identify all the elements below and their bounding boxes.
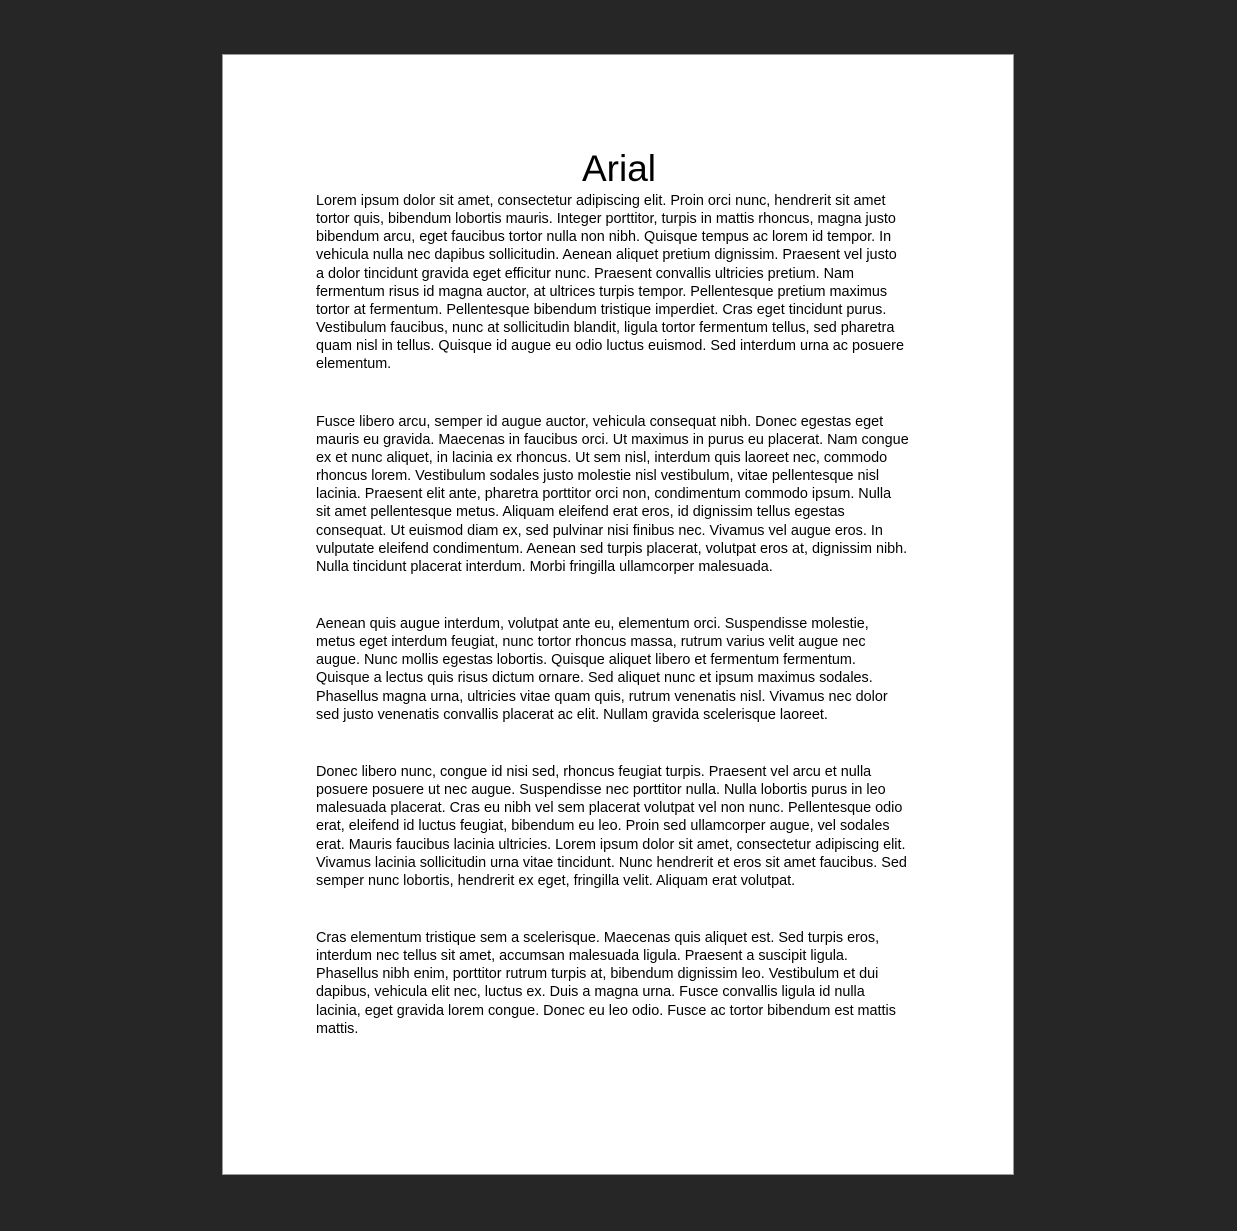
paragraph-4: Donec libero nunc, congue id nisi sed, rhoncus feugiat turpis. Praesent vel arcu et nulla posuere posuere ut nec augue. Suspendisse nec porttitor nulla. Nulla lobortis purus in leo malesuada placerat. Cras eu nibh vel sem placerat volutpat vel non nunc. Pellentesque odio erat, eleifend id luctus feugiat, bibendum eu leo. Proin sed ullamcorper augue, vel sodales erat. Mauris faucibus lacinia ultricies. Lorem ipsum dolor sit amet, consectetur adipiscing elit. Vivamus lacinia sollicitudin urna vitae tincidunt. Nunc hendrerit et eros sit amet faucibus. Sed semper nunc lobortis, hendrerit ex eget, fringilla velit. Aliquam erat volutpat.	[316, 763, 907, 889]
paragraph-1: Lorem ipsum dolor sit amet, consectetur adipiscing elit. Proin orci nunc, hendrerit sit amet tortor quis, bibendum lobortis mauris. Integer porttitor, turpis in mattis rhoncus, magna justo bibendum arcu, eget faucibus tortor nulla non nibh. Quisque tempus ac lorem id tempor. In vehicula nulla nec dapibus sollicitudin. Aenean aliquet pretium dignissim. Praesent vel justo a dolor tincidunt gravida eget efficitur nunc. Praesent convallis ultricies pretium. Nam fermentum risus id magna auctor, at ultrices turpis tempor. Pellentesque pretium maximus tortor at fermentum. Pellentesque bibendum tristique imperdiet. Cras eget tincidunt purus. Vestibulum faucibus, nunc at sollicitudin blandit, ligula tortor fermentum tellus, sed pharetra quam nisl in tellus. Quisque id augue eu odio luctus euismod. Sed interdum urna ac posuere elementum.	[316, 193, 904, 373]
document-body	[316, 192, 926, 1077]
document-title: Arial	[581, 148, 657, 189]
document-page[interactable]	[222, 54, 1014, 1175]
paragraph-2: Fusce libero arcu, semper id augue auctor, vehicula consequat nibh. Donec egestas eget mauris eu gravida. Maecenas in faucibus orci. Ut maximus in purus eu placerat. Nam congue ex et nunc aliquet, in lacinia ex rhoncus. Ut sem nisl, interdum quis laoreet nec, commodo rhoncus lorem. Vestibulum sodales justo molestie nisl vestibulum, vitae pellentesque nisl lacinia. Praesent elit ante, pharetra porttitor orci non, condimentum commodo ipsum. Nulla sit amet pellentesque metus. Aliquam eleifend erat eros, id dignissim tellus egestas consequat. Ut euismod diam ex, sed pulvinar nisi finibus nec. Vivamus vel augue eros. In vulputate eleifend condimentum. Aenean sed turpis placerat, volutpat eros at, dignissim nibh. Nulla tincidunt placerat interdum. Morbi fringilla ullamcorper malesuada.	[316, 413, 909, 575]
paragraph-3: Aenean quis augue interdum, volutpat ante eu, elementum orci. Suspendisse molestie, metus eget interdum feugiat, nunc tortor rhoncus massa, rutrum varius velit augue nec augue. Nunc mollis egestas lobortis. Quisque aliquet libero et fermentum fermentum. Quisque a lectus quis risus dictum ornare. Sed aliquet nunc et ipsum maximus sodales. Phasellus magna urna, ultricies vitae quam quis, rutrum venenatis nisl. Vivamus nec dolor sed justo venenatis convallis placerat ac elit. Nullam gravida scelerisque laoreet.	[316, 615, 888, 723]
paragraph-5: Cras elementum tristique sem a scelerisque. Maecenas quis aliquet est. Sed turpis eros, interdum nec tellus sit amet, accumsan malesuada ligula. Praesent a suscipit ligula. Phasellus nibh enim, porttitor rutrum turpis at, bibendum dignissim leo. Vestibulum et dui dapibus, vehicula elit nec, luctus ex. Duis a magna urna. Fusce convallis ligula id nulla lacinia, eget gravida lorem congue. Donec eu leo odio. Fusce ac tortor bibendum est mattis mattis.	[316, 930, 896, 1037]
